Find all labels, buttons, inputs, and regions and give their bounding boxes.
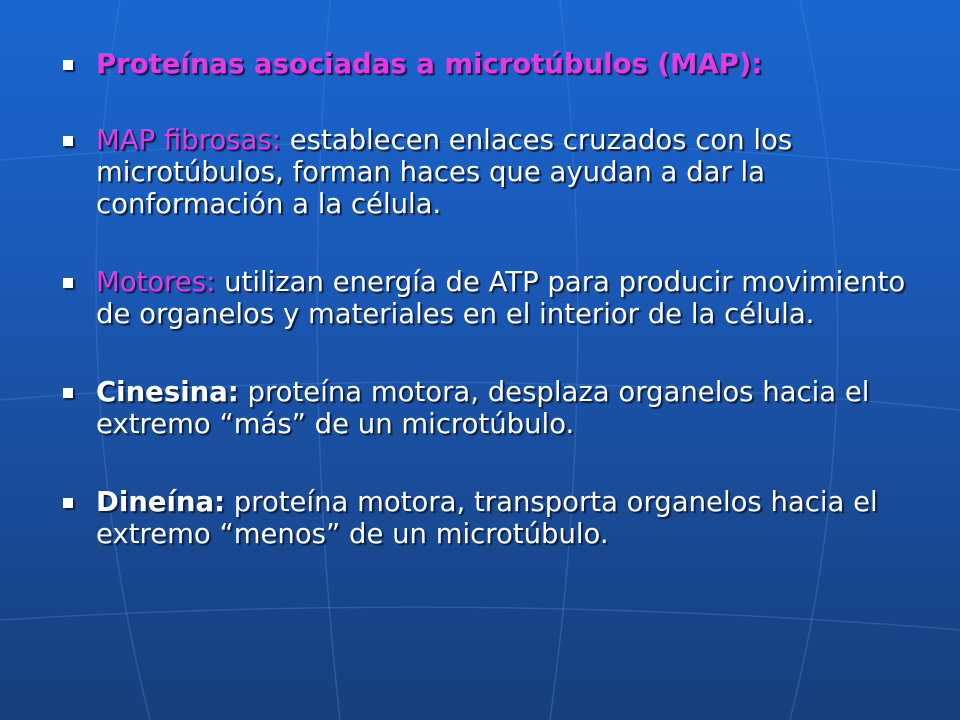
bullet-list — [60, 48, 920, 596]
item-text: proteína motora, desplaza organelos hacia el extremo “más” de un microtúbulo. — [96, 376, 870, 440]
item-text: establecen enlaces cruzados con los microtúbulos, forman haces que ayudan a dar la conformación a la célula. — [96, 124, 793, 220]
item-term: Motores: — [96, 266, 216, 298]
square-bullet-icon — [63, 278, 73, 288]
square-bullet-icon — [63, 498, 73, 508]
list-item — [60, 486, 920, 550]
list-item — [60, 376, 920, 440]
list-item — [60, 48, 920, 80]
item-heading: Proteínas asociadas a microtúbulos (MAP): — [96, 48, 763, 80]
square-bullet-icon — [63, 388, 73, 398]
item-text: utilizan energía de ATP para producir movimiento de organelos y materiales en el interior de la célula. — [96, 266, 906, 330]
list-item — [60, 266, 920, 330]
item-term: Dineína: — [96, 486, 226, 518]
item-text: proteína motora, transporta organelos hacia el extremo “menos” de un microtúbulo. — [96, 486, 878, 550]
item-term: MAP fibrosas: — [96, 124, 281, 156]
item-term: Cinesina: — [96, 376, 239, 408]
list-item — [60, 124, 920, 220]
square-bullet-icon — [63, 136, 73, 146]
square-bullet-icon — [63, 60, 73, 70]
